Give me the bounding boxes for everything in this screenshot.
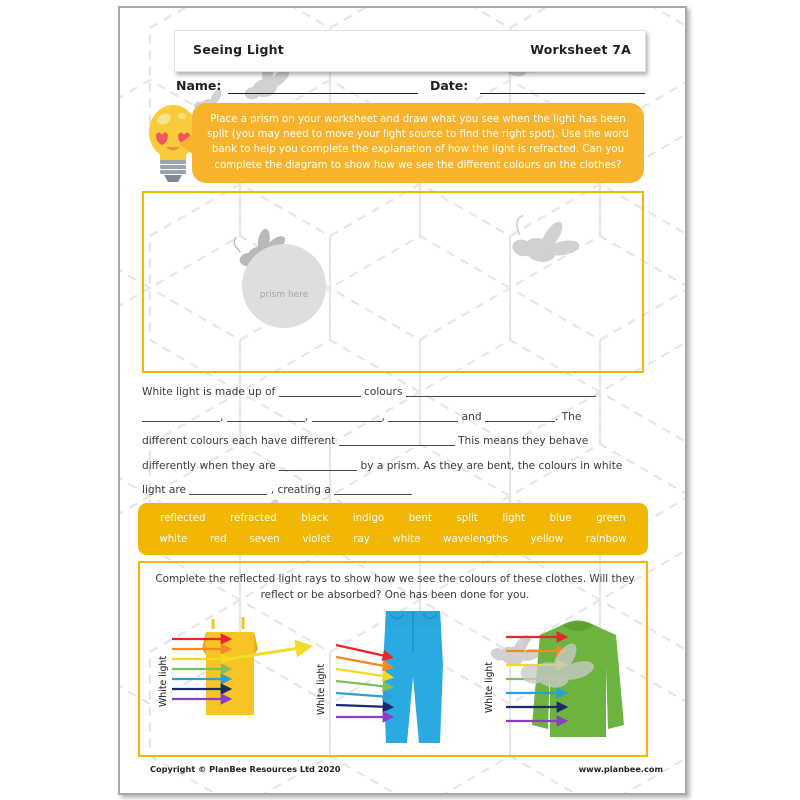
- word-bank-item[interactable]: ray: [353, 534, 370, 545]
- cloze-blank[interactable]: [388, 409, 458, 422]
- word-bank-row-1: [148, 508, 638, 529]
- word-bank-item[interactable]: green: [596, 513, 626, 524]
- cloze-text: colours: [364, 386, 403, 398]
- word-bank-item[interactable]: rainbow: [585, 534, 627, 545]
- prism-placeholder: [242, 244, 326, 328]
- word-bank-item[interactable]: indigo: [352, 513, 385, 524]
- cloze-text: differently when they are: [142, 459, 276, 472]
- name-label: Name:: [176, 78, 222, 93]
- cloze-text: , creating a: [270, 484, 331, 496]
- cloze-text: different colours each have different: [142, 435, 336, 447]
- cloze-text: White light is made up of: [142, 386, 276, 398]
- cloze-blank[interactable]: [334, 482, 412, 495]
- word-bank-item[interactable]: split: [456, 513, 478, 524]
- word-bank: [138, 503, 648, 555]
- cloze-text: . The: [554, 410, 582, 423]
- cloze-text: light are: [142, 484, 186, 496]
- word-bank-item[interactable]: yellow: [530, 534, 564, 545]
- white-light-label: White light: [316, 663, 327, 715]
- page-title: Seeing Light: [193, 42, 284, 57]
- date-input-line[interactable]: [480, 93, 645, 94]
- word-bank-item[interactable]: seven: [249, 534, 280, 545]
- green-shirt-svg: [490, 607, 644, 752]
- diagram-yellow-top[interactable]: [148, 607, 313, 752]
- word-bank-item[interactable]: reflected: [160, 513, 206, 524]
- website-link[interactable]: www.planbee.com: [578, 764, 663, 774]
- cloze-line-2: , , , and . The: [142, 405, 648, 430]
- word-bank-item[interactable]: white: [392, 534, 421, 545]
- cloze-blank[interactable]: [485, 409, 555, 422]
- cloze-text: and: [461, 410, 482, 423]
- cloze-blank[interactable]: [227, 409, 305, 422]
- word-bank-item[interactable]: blue: [549, 513, 572, 524]
- word-bank-row-2: [148, 529, 638, 550]
- cloze-text: by a prism. As they are bent, the colours in white: [360, 459, 623, 472]
- cloze-line-3: [142, 429, 648, 454]
- cloze-blank[interactable]: [189, 482, 267, 495]
- blue-jeans-svg: [324, 607, 478, 752]
- cloze-blank[interactable]: [142, 409, 220, 422]
- word-bank-item[interactable]: white: [159, 534, 188, 545]
- word-bank-item[interactable]: refracted: [230, 513, 277, 524]
- white-light-label: White light: [484, 661, 495, 713]
- worksheet-number: Worksheet 7A: [530, 42, 631, 57]
- date-label: Date:: [430, 78, 469, 93]
- white-light-label: White light: [158, 655, 169, 707]
- yellow-top-svg: [166, 607, 313, 752]
- diagram-blue-jeans[interactable]: [310, 607, 478, 752]
- cloze-line-1: [142, 380, 648, 405]
- word-bank-item[interactable]: light: [502, 513, 526, 524]
- word-bank-item[interactable]: violet: [302, 534, 331, 545]
- clothes-task-box: [138, 561, 648, 757]
- cloze-blank[interactable]: [279, 384, 361, 397]
- diagram-green-shirt[interactable]: [476, 607, 644, 752]
- cloze-text: This means they behave: [458, 435, 589, 447]
- header-box: [174, 30, 646, 72]
- cloze-blank[interactable]: [406, 384, 596, 397]
- cloze-blank[interactable]: [279, 458, 357, 471]
- prism-drawing-box[interactable]: [142, 191, 644, 373]
- cloze-line-5: [142, 478, 648, 503]
- word-bank-item[interactable]: black: [301, 513, 329, 524]
- word-bank-item[interactable]: bent: [408, 513, 432, 524]
- prism-placeholder-label: prism here: [259, 290, 309, 300]
- word-bank-item[interactable]: wavelengths: [443, 534, 508, 545]
- word-bank-item[interactable]: red: [209, 534, 227, 545]
- cloze-paragraph: [142, 380, 648, 503]
- name-input-line[interactable]: [228, 93, 418, 94]
- cloze-blank[interactable]: [312, 409, 382, 422]
- task-instruction: Complete the reflected light rays to show how we see the colours of these clothes. Will they reflect or be absorbed? One has been done for you.: [155, 573, 635, 601]
- copyright-text: Copyright © PlanBee Resources Ltd 2020: [150, 764, 341, 774]
- cloze-blank[interactable]: [339, 433, 455, 446]
- instruction-bubble: Place a prism on your worksheet and draw what you see when the light has been split (you may need to move your light source to find the right spot). Use the word bank to help you complete the explanation of how the light is refracted. Can you complete the diagram to show how we see the different colours on the clothes?: [192, 103, 644, 183]
- cloze-line-4: [142, 454, 648, 479]
- worksheet-page: [118, 6, 687, 795]
